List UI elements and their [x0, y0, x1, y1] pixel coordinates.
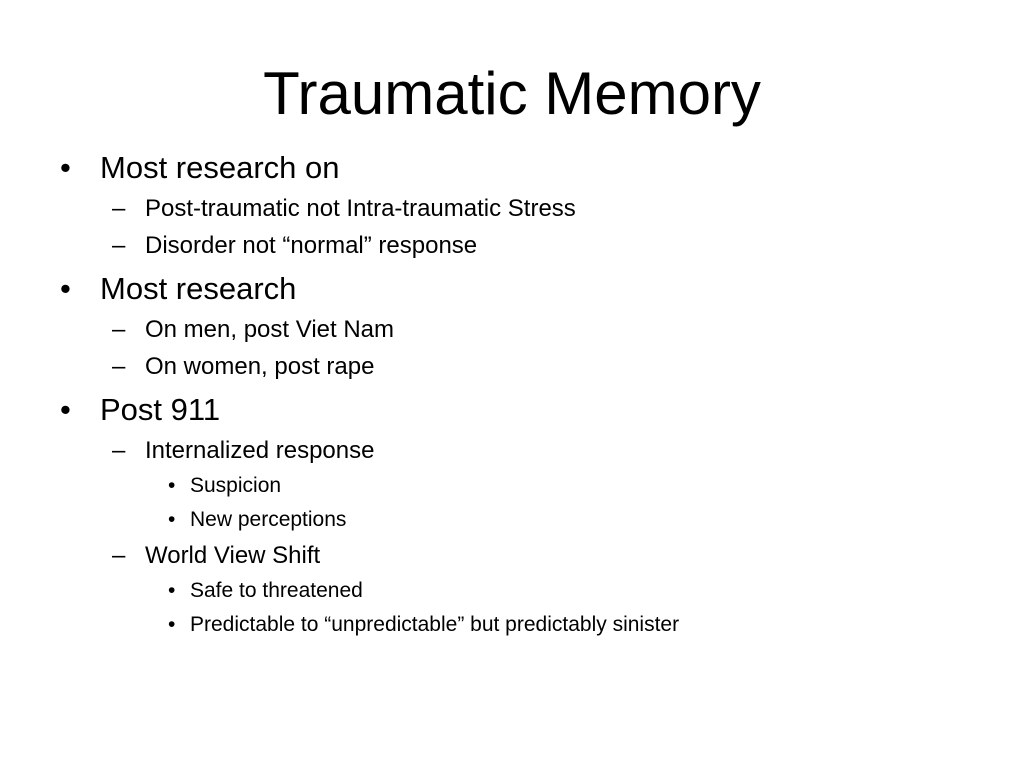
- bullet-marker: •: [168, 508, 176, 531]
- bullet-list: [58, 146, 978, 642]
- sub-item-disorder: [58, 227, 978, 264]
- bullet-marker: •: [60, 271, 71, 306]
- sub-sub-item-predictable: [58, 608, 978, 642]
- sub-item-text: On men, post Viet Nam: [145, 316, 394, 343]
- sub-sub-item-text: Suspicion: [190, 474, 282, 497]
- sub-item-text: World View Shift: [145, 542, 321, 569]
- sub-item-text: Disorder not “normal” response: [145, 232, 478, 259]
- dash-marker: –: [112, 542, 126, 569]
- bullet-marker: •: [168, 474, 176, 497]
- sub-sub-item-text: New perceptions: [190, 508, 347, 531]
- bullet-text: Most research: [100, 271, 297, 306]
- sub-sub-item-new-perceptions: [58, 503, 978, 537]
- bullet-item-post-911: [58, 388, 978, 432]
- sub-item-text: Internalized response: [145, 437, 375, 464]
- sub-item-internalized-response: [58, 432, 978, 469]
- sub-item-world-view-shift: [58, 537, 978, 574]
- bullet-item-most-research: [58, 267, 978, 311]
- sub-item-text: Post-traumatic not Intra-traumatic Stress: [145, 195, 576, 222]
- bullet-marker: •: [168, 579, 176, 602]
- sub-item-text: On women, post rape: [145, 353, 375, 380]
- sub-sub-item-text: Safe to threatened: [190, 579, 363, 602]
- dash-marker: –: [112, 353, 126, 380]
- dash-marker: –: [112, 316, 126, 343]
- sub-sub-item-safe-to-threatened: [58, 574, 978, 608]
- dash-marker: –: [112, 437, 126, 464]
- bullet-marker: •: [60, 150, 71, 185]
- dash-marker: –: [112, 195, 126, 222]
- sub-item-post-traumatic: [58, 190, 978, 227]
- sub-sub-item-text: Predictable to “unpredictable” but predictably sinister: [190, 613, 680, 636]
- sub-sub-item-suspicion: [58, 469, 978, 503]
- bullet-item-most-research-on: [58, 146, 978, 190]
- bullet-marker: •: [168, 613, 176, 636]
- dash-marker: –: [112, 232, 126, 259]
- slide-title: Traumatic Memory: [263, 60, 761, 127]
- bullet-text: Most research on: [100, 150, 340, 185]
- sub-item-on-men: [58, 311, 978, 348]
- sub-item-on-women: [58, 348, 978, 385]
- bullet-text: Post 911: [100, 392, 221, 427]
- bullet-marker: •: [60, 392, 71, 427]
